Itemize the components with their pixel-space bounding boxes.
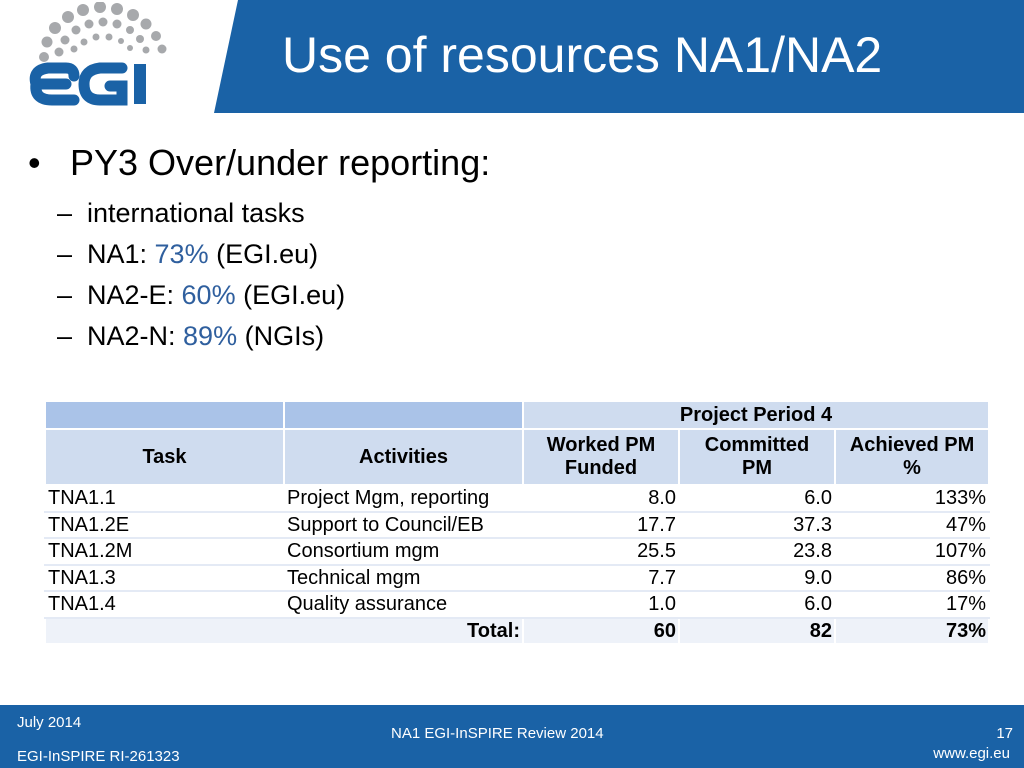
- activity-cell: Consortium mgm: [284, 538, 523, 565]
- achieved-cell: 17%: [835, 591, 989, 618]
- task-cell: TNA1.1: [45, 485, 284, 512]
- committed-cell: 37.3: [679, 512, 835, 539]
- header-line: Funded: [564, 457, 638, 479]
- egi-logo: [22, 2, 202, 108]
- resources-table: [44, 400, 990, 645]
- dash-glyph: –: [57, 239, 73, 269]
- sub-bullet-text: NA1:: [87, 239, 155, 269]
- activity-cell: Quality assurance: [284, 591, 523, 618]
- achieved-cell: 107%: [835, 538, 989, 565]
- footer-project-id: EGI-InSPIRE RI-261323: [17, 748, 180, 765]
- percent-value: 60%: [181, 280, 236, 310]
- worked-cell: 8.0: [523, 485, 679, 512]
- column-header-achieved: [835, 429, 989, 485]
- column-header-row: [45, 429, 989, 485]
- empty-header-cell: [284, 401, 523, 429]
- sub-bullet-na2n: [57, 323, 324, 350]
- total-achieved: 73%: [835, 618, 989, 644]
- table-row: [45, 538, 989, 565]
- footer-center-text: NA1 EGI-InSPIRE Review 2014: [391, 725, 604, 742]
- total-row: [45, 618, 989, 644]
- dash-glyph: –: [57, 280, 73, 310]
- sub-bullet-suffix: (EGI.eu): [208, 239, 319, 269]
- table-row: [45, 565, 989, 592]
- activity-cell: Support to Council/EB: [284, 512, 523, 539]
- worked-cell: 25.5: [523, 538, 679, 565]
- page-number: 17: [996, 725, 1013, 742]
- percent-value: 89%: [183, 321, 238, 351]
- sub-bullet-international: [57, 200, 305, 227]
- logo-panel: [0, 0, 238, 113]
- worked-cell: 7.7: [523, 565, 679, 592]
- slide-title: Use of resources NA1/NA2: [282, 27, 883, 83]
- committed-cell: 6.0: [679, 485, 835, 512]
- header-line: Worked PM: [546, 434, 656, 456]
- table-row: [45, 512, 989, 539]
- sub-bullet-text: international tasks: [87, 198, 305, 228]
- slide-header: [0, 0, 1024, 113]
- sub-bullet-na2e: [57, 282, 345, 309]
- table-row: [45, 485, 989, 512]
- total-label: Total:: [45, 618, 523, 644]
- sub-bullet-na1: [57, 241, 318, 268]
- percent-value: 73%: [154, 239, 209, 269]
- dash-glyph: –: [57, 321, 73, 351]
- sub-bullet-suffix: (EGI.eu): [235, 280, 346, 310]
- dash-glyph: –: [57, 198, 73, 228]
- task-cell: TNA1.2M: [45, 538, 284, 565]
- sub-bullet-text: NA2-N:: [87, 321, 184, 351]
- header-line: PM: [742, 457, 772, 479]
- task-cell: TNA1.3: [45, 565, 284, 592]
- column-header-committed: [679, 429, 835, 485]
- empty-header-cell: [45, 401, 284, 429]
- header-line: %: [903, 457, 921, 479]
- committed-cell: 9.0: [679, 565, 835, 592]
- main-bullet-text: PY3 Over/under reporting:: [70, 142, 491, 183]
- footer-date: July 2014: [17, 714, 82, 731]
- column-header-worked: [523, 429, 679, 485]
- sub-bullet-text: NA2-E:: [87, 280, 182, 310]
- total-worked: 60: [523, 618, 679, 644]
- column-header-task: Task: [45, 429, 284, 485]
- sub-bullet-suffix: (NGIs): [237, 321, 325, 351]
- footer-website: www.egi.eu: [933, 745, 1010, 762]
- worked-cell: 1.0: [523, 591, 679, 618]
- header-line: Achieved PM: [849, 434, 975, 456]
- achieved-cell: 47%: [835, 512, 989, 539]
- activity-cell: Project Mgm, reporting: [284, 485, 523, 512]
- period-header: Project Period 4: [523, 401, 989, 429]
- table-row: [45, 591, 989, 618]
- task-cell: TNA1.4: [45, 591, 284, 618]
- task-cell: TNA1.2E: [45, 512, 284, 539]
- column-header-activities: Activities: [284, 429, 523, 485]
- period-header-row: [45, 401, 989, 429]
- activity-cell: Technical mgm: [284, 565, 523, 592]
- worked-cell: 17.7: [523, 512, 679, 539]
- achieved-cell: 86%: [835, 565, 989, 592]
- slide-footer: [0, 705, 1024, 768]
- bullet-glyph: •: [28, 142, 41, 183]
- achieved-cell: 133%: [835, 485, 989, 512]
- total-committed: 82: [679, 618, 835, 644]
- committed-cell: 23.8: [679, 538, 835, 565]
- header-line: Committed: [704, 434, 810, 456]
- committed-cell: 6.0: [679, 591, 835, 618]
